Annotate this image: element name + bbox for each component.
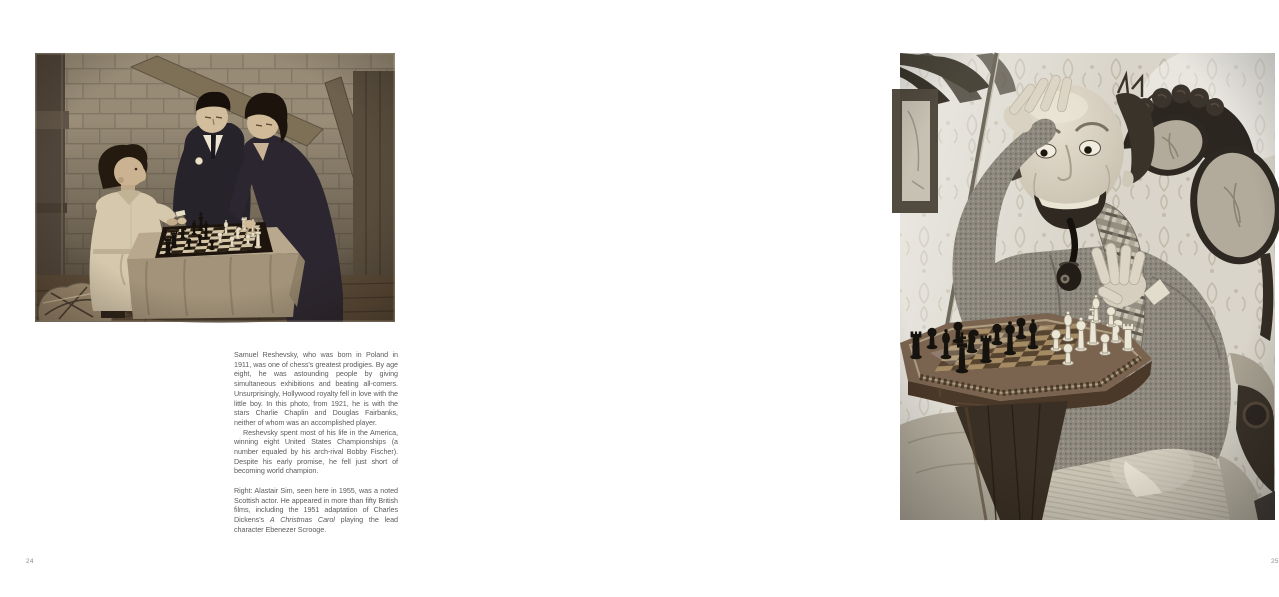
page-number-right: 25 — [1271, 558, 1279, 565]
caption-paragraph-2: Reshevsky spent most of his life in the America, winning eight United States Championships (a number equaled by his arch-rival Bobby Fischer). Despite his early promise, he fell just short of becoming world champion. — [234, 427, 398, 476]
caption-paragraph-3 — [234, 486, 398, 535]
caption-paragraph-3-text: Right: Alastair Sim, seen here in 1955, was a noted Scottish actor. He appeared in more than fifty British films, including the 1951 adaptation of Charles Dickens's — [234, 485, 398, 524]
caption-block — [234, 350, 398, 534]
page-number-left: 24 — [26, 558, 34, 565]
book-title-italic: A Christmas Carol — [269, 514, 335, 524]
caption-paragraph-3-tail: playing the lead character Ebenezer Scrooge. — [234, 514, 398, 534]
reshevsky-chaplin-fairbanks-photo — [35, 53, 395, 322]
left-page — [0, 0, 435, 597]
caption-paragraph-1: Samuel Reshevsky, who was born in Poland in 1911, was one of chess's greatest prodigies. By age eight, he was astounding people by giving simultaneous exhibitions and beating all-comers. Unsurprisingly, Hollywood royalty fell in love with the little boy. In this photo, from 1921, he is with the stars Charlie Chaplin and Douglas Fairbanks, neither of whom was an accomplished player. — [234, 350, 398, 427]
right-page — [435, 0, 1279, 597]
alastair-sim-photo — [900, 53, 1275, 520]
